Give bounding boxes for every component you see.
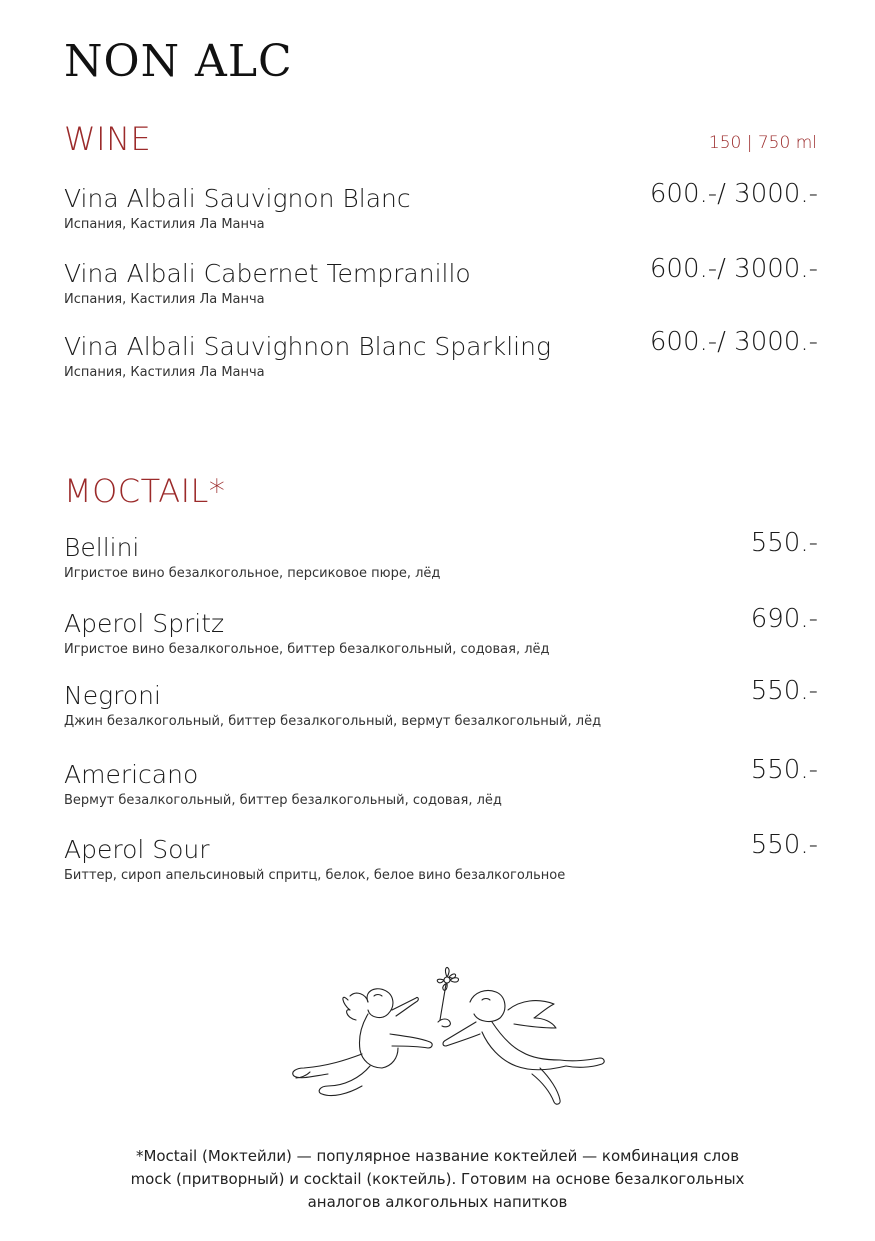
menu-item-moctail-3 [64, 676, 818, 729]
menu-item-moctail-2 [64, 604, 818, 657]
item-price: 550.- [750, 528, 818, 558]
cherubs-illustration [270, 962, 610, 1117]
item-name: Aperol Spritz [64, 609, 225, 638]
item-price: 550.- [750, 676, 818, 706]
wine-volume-note: 150 | 750 ml [708, 133, 817, 153]
item-name: Negroni [64, 681, 161, 710]
item-name: Bellini [64, 533, 140, 562]
footnote-line: *Moctail (Моктейли) — популярное название коктейлей — комбинация слов [135, 1147, 740, 1165]
footnote-line: mock (притворный) и cocktail (коктейль). Готовим на основе безалкогольных [130, 1170, 745, 1188]
menu-item-wine-2 [64, 254, 818, 307]
footnote-line: аналогов алкогольных напитков [307, 1193, 568, 1211]
item-description: Биттер, сироп апельсиновый спритц, белок, белое вино безалкогольное [64, 868, 566, 883]
item-description: Испания, Кастилия Ла Манча [64, 292, 265, 307]
section-title-wine: WINE [64, 120, 152, 158]
item-description: Испания, Кастилия Ла Манча [64, 217, 265, 232]
item-description: Джин безалкогольный, биттер безалкогольный, вермут безалкогольный, лёд [64, 714, 602, 729]
item-description: Вермут безалкогольный, биттер безалкогольный, содовая, лёд [64, 793, 502, 808]
item-description: Игристое вино безалкогольное, персиковое пюре, лёд [64, 566, 441, 581]
item-name: Vina Albali Sauvignon Blanc [64, 184, 411, 213]
item-price: 550.- [750, 755, 818, 785]
item-price: 600.-/ 3000.- [649, 179, 818, 209]
footnote [100, 1145, 775, 1214]
item-price: 600.-/ 3000.- [649, 327, 818, 357]
item-name: Vina Albali Cabernet Tempranillo [64, 259, 471, 288]
item-price: 600.-/ 3000.- [649, 254, 818, 284]
item-name: Aperol Sour [64, 835, 210, 864]
item-description: Испания, Кастилия Ла Манча [64, 365, 265, 380]
page-title: NON ALC [64, 36, 293, 87]
item-price: 550.- [750, 830, 818, 860]
item-description: Игристое вино безалкогольное, биттер безалкогольный, содовая, лёд [64, 642, 550, 657]
menu-item-moctail-4 [64, 755, 818, 808]
menu-item-moctail-5 [64, 830, 818, 883]
item-name: Americano [64, 760, 199, 789]
menu-item-wine-3 [64, 327, 818, 380]
section-title-moctail: MOCTAIL* [64, 472, 226, 510]
menu-item-wine-1 [64, 179, 818, 232]
item-name: Vina Albali Sauvighnon Blanc Sparkling [64, 332, 551, 361]
menu-item-moctail-1 [64, 528, 818, 581]
item-price: 690.- [750, 604, 818, 634]
